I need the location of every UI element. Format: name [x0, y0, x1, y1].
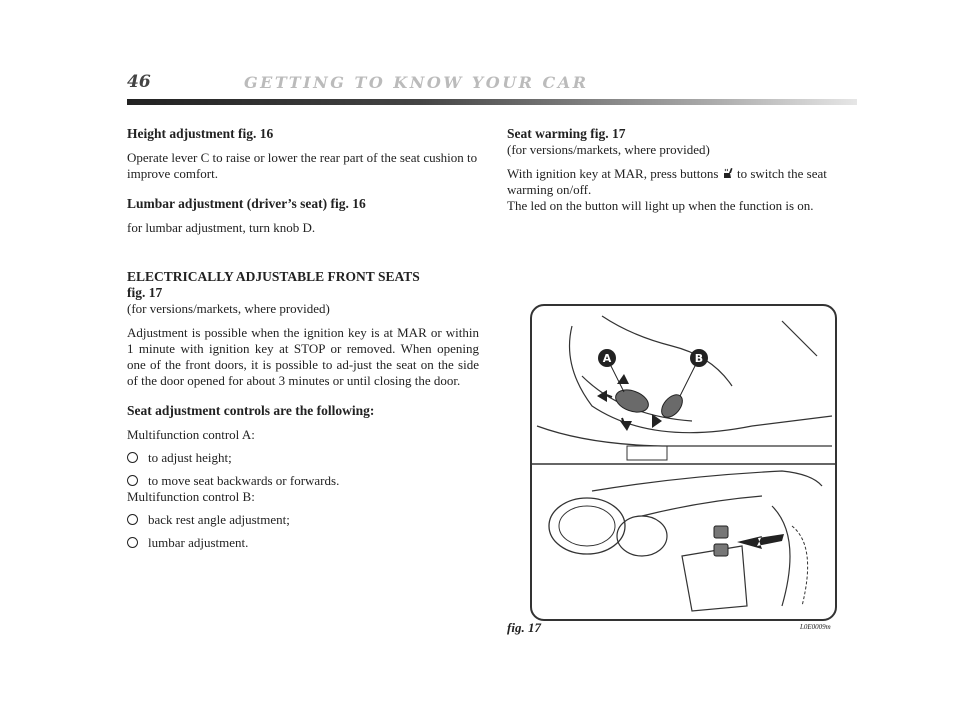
list-item-text: lumbar adjustment.	[148, 535, 249, 550]
lumbar-text: for lumbar adjustment, turn knob D.	[127, 220, 316, 235]
label-b: B	[694, 352, 704, 365]
list-item-text: to adjust height;	[148, 450, 232, 465]
right-column	[507, 126, 859, 214]
electric-text: Adjustment is possible when the ignition key is at MAR or within 1 minute with ignition key at STOP or removed. When opening one of the front doors, it is possible to ad-just the seat on the side of the door opened for about 3 minutes or until closing the door.	[127, 325, 479, 388]
control-a-label: Multifunction control A:	[127, 427, 255, 442]
controls-heading: Seat adjustment controls are the following:	[127, 403, 375, 418]
header-rule	[127, 99, 857, 105]
bullet-icon	[127, 514, 138, 525]
illustration-svg	[532, 306, 835, 619]
list-item	[127, 473, 479, 489]
electric-heading-line1: ELECTRICALLY ADJUSTABLE FRONT SEATS	[127, 269, 420, 284]
page-number: 46	[127, 72, 151, 92]
control-b-label: Multifunction control B:	[127, 489, 255, 504]
list-item-text: back rest angle adjustment;	[148, 512, 290, 527]
height-heading: Height adjustment fig. 16	[127, 126, 274, 141]
warming-heading: Seat warming fig. 17	[507, 126, 626, 141]
warming-text	[507, 166, 859, 198]
electric-heading-line2: fig. 17	[127, 285, 163, 300]
lumbar-heading: Lumbar adjustment (driver’s seat) fig. 16	[127, 196, 366, 211]
height-text: Operate lever C to raise or lower the rear part of the seat cushion to improve comfort.	[127, 150, 478, 181]
seat-controls-illustration	[530, 304, 837, 621]
warming-note: (for versions/markets, where provided)	[507, 142, 710, 157]
list-item	[127, 512, 479, 528]
list-item-text: to move seat backwards or forwards.	[148, 473, 340, 488]
bullet-icon	[127, 475, 138, 486]
section-title: GETTING TO KNOW YOUR CAR	[244, 73, 589, 92]
warming-text-before: With ignition key at MAR, press buttons	[507, 166, 719, 181]
electric-note: (for versions/markets, where provided)	[127, 301, 330, 316]
bullet-icon	[127, 537, 138, 548]
list-item	[127, 450, 479, 466]
label-a: A	[602, 352, 612, 365]
left-column	[127, 126, 479, 551]
warming-led-text: The led on the button will light up when the function is on.	[507, 198, 814, 213]
bullet-icon	[127, 452, 138, 463]
figure-code: L0E0009m	[800, 623, 831, 631]
list-item	[127, 535, 479, 551]
warming-text-after: to switch the seat warming on/off.	[507, 166, 827, 197]
seat-heating-icon	[722, 167, 734, 179]
figure-caption: fig. 17	[507, 620, 541, 635]
